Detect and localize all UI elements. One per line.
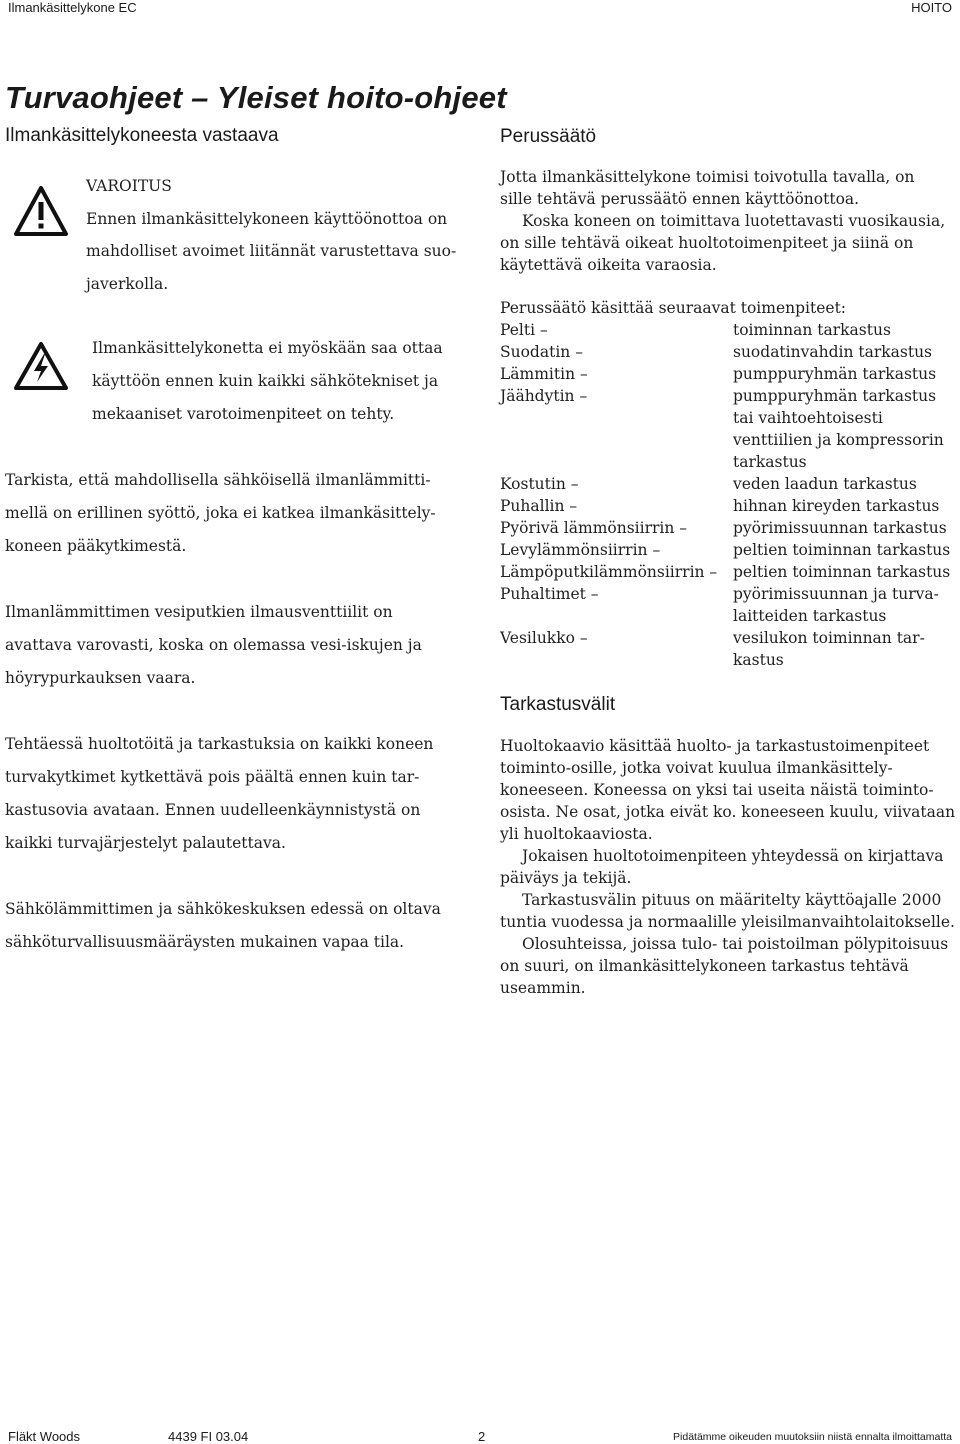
electric-warning-line: mekaaniset varotoimenpiteet on tehty. [92, 405, 395, 423]
header-document-name: Ilmankäsittelykone EC [8, 0, 137, 15]
page-title: Turvaohjeet – Yleiset hoito-ohjeet [5, 80, 507, 115]
tark-line: toiminto-osille, jotka voivat kuulua ilmankäsittely- [500, 759, 893, 777]
procedure-item: Jäähdytin – [500, 387, 588, 405]
procedure-desc: peltien toiminnan tarkastus [733, 541, 951, 559]
footer-page-number: 2 [478, 1429, 486, 1444]
procedure-desc: kastus [733, 651, 784, 669]
warning-line: VAROITUS [86, 177, 172, 195]
procedure-item: Suodatin – [500, 343, 583, 361]
intro-line: käytettävä oikeita varaosia. [500, 256, 717, 274]
electric-warning-line: Ilmankäsittelykonetta ei myöskään saa ottaa [92, 339, 443, 357]
procedure-desc: vesilukon toiminnan tar- [733, 629, 925, 647]
procedure-item: Vesilukko – [500, 629, 588, 647]
paragraph-line: Ilmanlämmittimen vesiputkien ilmausventtiilit on [5, 603, 393, 621]
procedure-desc: pyörimissuunnan tarkastus [733, 519, 947, 537]
tark-line: Tarkastusvälin pituus on määritelty käyttöajalle 2000 [522, 891, 942, 909]
tark-line: koneeseen. Koneessa on yksi tai useita näistä toiminto- [500, 781, 934, 799]
procedure-desc: peltien toiminnan tarkastus [733, 563, 951, 581]
intro-line: Koska koneen on toimittava luotettavasti vuosikausia, [522, 212, 946, 230]
paragraph-line: kastusovia avataan. Ennen uudelleenkäynnistystä on [5, 801, 421, 819]
paragraph-line: Tarkista, että mahdollisella sähköisellä ilmanlämmitti- [5, 471, 431, 489]
footer-rights-notice: Pidätämme oikeuden muutoksiin niistä ennalta ilmoittamatta [673, 1431, 952, 1443]
procedure-desc: laitteiden tarkastus [733, 607, 887, 625]
paragraph-line: Sähkölämmittimen ja sähkökeskuksen edessä on oltava [5, 900, 441, 918]
tark-line: Olosuhteissa, joissa tulo- tai poistoilman pölypitoisuus [522, 935, 949, 953]
paragraph-line: sähköturvallisuusmääräysten mukainen vapaa tila. [5, 933, 405, 951]
warning-line: javerkolla. [86, 274, 169, 293]
warning-line: mahdolliset avoimet liitännät varustettava suo- [86, 242, 457, 260]
tark-line: Huoltokaavio käsittää huolto- ja tarkastustoimenpiteet [500, 737, 930, 755]
warning-text [86, 170, 476, 300]
procedure-desc: hihnan kireyden tarkastus [733, 497, 940, 515]
perussaato-intro [500, 166, 955, 276]
procedure-item: Pelti – [500, 321, 548, 339]
electric-hazard-icon [13, 340, 69, 392]
electric-warning-text [92, 332, 482, 431]
procedure-item: Lämpöputkilämmönsiirrin – [500, 563, 718, 581]
intro-line: on sille tehtävä oikeat huoltotoimenpiteet ja siinä on [500, 234, 914, 252]
procedure-desc: pumppuryhmän tarkastus [733, 365, 937, 383]
procedure-item: Puhaltimet – [500, 585, 599, 603]
procedure-item: Lämmitin – [500, 365, 588, 383]
procedure-desc: pyörimissuunnan ja turva- [733, 585, 939, 603]
right-subheading: Perussäätö [500, 126, 597, 147]
footer-doc-code: 4439 FI 03.04 [168, 1429, 249, 1444]
tarkastusvalit-heading: Tarkastusvälit [500, 694, 616, 715]
tark-line: päiväys ja tekijä. [500, 869, 632, 887]
procedure-desc: venttiilien ja kompressorin [733, 431, 944, 449]
paragraph-line: turvakytkimet kytkettävä pois päältä ennen kuin tar- [5, 768, 420, 786]
paragraph-clearance [5, 893, 475, 959]
footer-company: Fläkt Woods [8, 1429, 81, 1444]
procedure-desc: tai vaihtoehtoisesti [733, 409, 883, 427]
procedure-item: Puhallin – [500, 497, 578, 515]
paragraph-line: avattava varovasti, koska on olemassa vesi-iskujen ja [5, 636, 422, 654]
paragraph-line: mellä on erillinen syöttö, joka ei katkea ilmankäsittely- [5, 504, 436, 522]
procedure-list-lead: Perussäätö käsittää seuraavat toimenpiteet: [500, 299, 847, 317]
electric-warning-line: käyttöön ennen kuin kaikki sähkötekniset ja [92, 372, 439, 390]
left-subheading: Ilmankäsittelykoneesta vastaava [5, 125, 279, 146]
warning-line: Ennen ilmankäsittelykoneen käyttöönottoa on [86, 209, 448, 228]
procedure-desc: suodatinvahdin tarkastus [733, 343, 933, 361]
tark-line: tuntia vuodessa ja normaalille yleisilmanvaihtolaitokselle. [500, 913, 955, 931]
tark-line: on suuri, on ilmankäsittelykoneen tarkastus tehtävä [500, 957, 909, 975]
paragraph-line: höyrypurkauksen vaara. [5, 669, 196, 687]
procedure-item: Levylämmönsiirrin – [500, 541, 661, 559]
paragraph-bleed-valves [5, 596, 475, 695]
tark-line: Jokaisen huoltotoimenpiteen yhteydessä on kirjattava [522, 847, 944, 865]
paragraph-safety-switches [5, 728, 475, 860]
procedure-desc: toiminnan tarkastus [733, 321, 891, 339]
paragraph-heater-supply [5, 464, 475, 563]
procedure-desc: pumppuryhmän tarkastus [733, 387, 937, 405]
tark-line: osista. Ne osat, jotka eivät ko. koneeseen kuulu, viivataan [500, 803, 956, 821]
tark-line: useammin. [500, 979, 586, 997]
procedure-desc: veden laadun tarkastus [733, 475, 917, 493]
warning-triangle-icon [13, 184, 69, 238]
tarkastusvalit-text [500, 735, 955, 999]
procedure-item: Pyörivä lämmönsiirrin – [500, 519, 688, 537]
intro-line: sille tehtävä perussäätö ennen käyttöönottoa. [500, 190, 860, 208]
paragraph-line: Tehtäessä huoltotöitä ja tarkastuksia on kaikki koneen [5, 735, 434, 753]
tark-line: yli huoltokaaviosta. [500, 825, 653, 843]
procedure-item: Kostutin – [500, 475, 579, 493]
procedure-desc: tarkastus [733, 453, 807, 471]
header-section-name: HOITO [911, 0, 952, 15]
intro-line: Jotta ilmankäsittelykone toimisi toivotulla tavalla, on [500, 168, 915, 186]
paragraph-line: koneen pääkytkimestä. [5, 537, 187, 555]
paragraph-line: kaikki turvajärjestelyt palautettava. [5, 834, 286, 852]
